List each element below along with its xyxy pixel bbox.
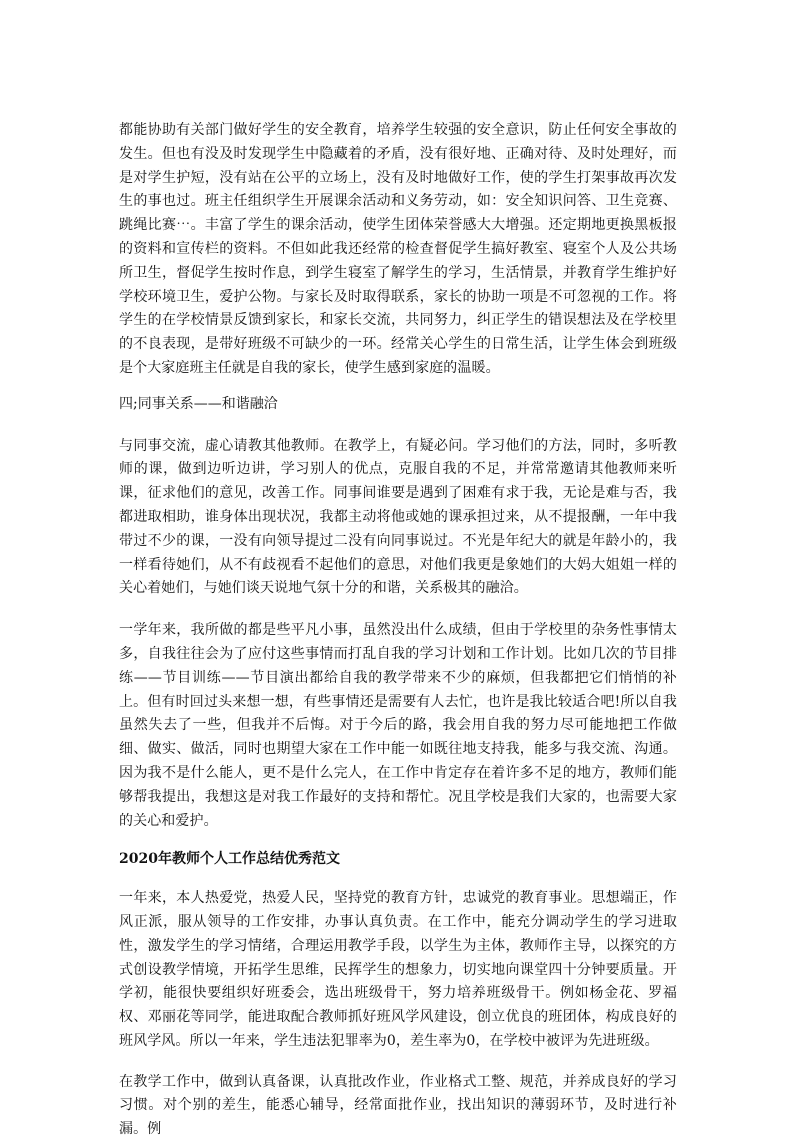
paragraph-class-management: 都能协助有关部门做好学生的安全教育，培养学生较强的安全意识，防止任何安全事故的发生。但也有没及时发现学生中隐藏着的矛盾，没有很好地、正确对待、及时处理好，而是对学生护短，没有站在公平的立场上，没有及时地做好工作，使的学生打架事故再次发生的事也过。班主任组织学生开展课余活动和义务劳动，如：安全知识问答、卫生竞赛、跳绳比赛⋯。丰富了学生的课余活动，使学生团体荣誉感大大增强。还定期地更换黑板报的资料和宣传栏的资料。不但如此我还经常的检查督促学生搞好教室、寝室个人及公共场所卫生，督促学生按时作息，到学生寝室了解学生的学习，生活情景，并教育学生维护好学校环境卫生，爱护公物。与家长及时取得联系，家长的协助一项是不可忽视的工作。将学生的在学校情景反馈到家长，和家长交流，共同努力，纠正学生的错误想法及在学校里的不良表现，是带好班级不可缺少的一环。经常关心学生的日常生活，让学生体会到班级是个大家庭班主任就是自我的家长，使学生感到家庭的温暖。: [119, 122, 677, 376]
paragraph-colleague-relations: 与同事交流，虚心请教其他教师。在教学上，有疑必问。学习他们的方法，同时，多听教师的课，做到边听边讲，学习别人的优点，克服自我的不足，并常常邀请其他教师来听课，征求他们的意见，改善工作。同事间谁要是遇到了困难有求于我，无论是难与否，我都进取相助，谁身体出现状况，我都主动将他或她的课承担过来，从不提报酬，一年中我带过不少的课，一没有向领导提过二没有向同事说过。不光是年纪大的就是年龄小的，我一样看待她们，从不有歧视看不起他们的意思，对他们我更是象她们的大妈大姐姐一样的关心着她们，与她们谈天说地气氛十分的和谐，关系极其的融洽。: [119, 437, 677, 597]
document-content: [119, 119, 677, 1142]
section-heading-sample-summary: 2020年教师个人工作总结优秀范文: [119, 851, 340, 868]
section-heading-colleague-relations: 四;同事关系——和谐融洽: [119, 395, 278, 412]
paragraph-teaching-work: 在教学工作中，做到认真备课，认真批改作业，作业格式工整、规范，并养成良好的学习习惯。对个别的差生，能悉心辅导，经常面批作业，找出知识的薄弱环节，及时进行补漏。例: [119, 1073, 677, 1138]
paragraph-year-summary: 一学年来，我所做的都是些平凡小事，虽然没出什么成绩，但由于学校里的杂务性事情太多，自我往往会为了应付这些事情而打乱自我的学习计划和工作计划。比如几次的节目排练——节目训练——节目演出都给自我的教学带来不少的麻烦，但我都把它们悄悄的补上。但有时回过头来想一想，有些事情还是需要有人去忙，也许是我比较适合吧!所以自我虽然失去了一些，但我并不后悔。对于今后的路，我会用自我的努力尽可能地把工作做细、做实、做活，同时也期望大家在工作中能一如既往地支持我，能多与我交流、沟通。因为我不是什么能人，更不是什么完人，在工作中肯定存在着许多不足的地方，教师们能够帮我提出，我想这是对我工作最好的支持和帮忙。况且学校是我们大家的，也需要大家的关心和爱护。: [119, 622, 677, 829]
paragraph-personal-work: 一年来，本人热爱党，热爱人民，坚持党的教育方针，忠诚党的教育事业。思想端正，作风正派，服从领导的工作安排，办事认真负责。在工作中，能充分调动学生的学习进取性，激发学生的学习情绪，合理运用教学手段，以学生为主体，教师作主导，以探究的方式创设教学情境，开拓学生思维，民挥学生的想象力，切实地向课堂四十分钟要质量。开学初，能很快要组织好班委会，选出班级骨干，努力培养班级骨干。例如杨金花、罗福权、邓丽花等同学，能进取配合教师抓好班风学风建设，创立优良的班团体，构成良好的班风学风。所以一年来，学生违法犯罪率为0，差生率为0，在学校中被评为先进班级。: [119, 890, 677, 1049]
